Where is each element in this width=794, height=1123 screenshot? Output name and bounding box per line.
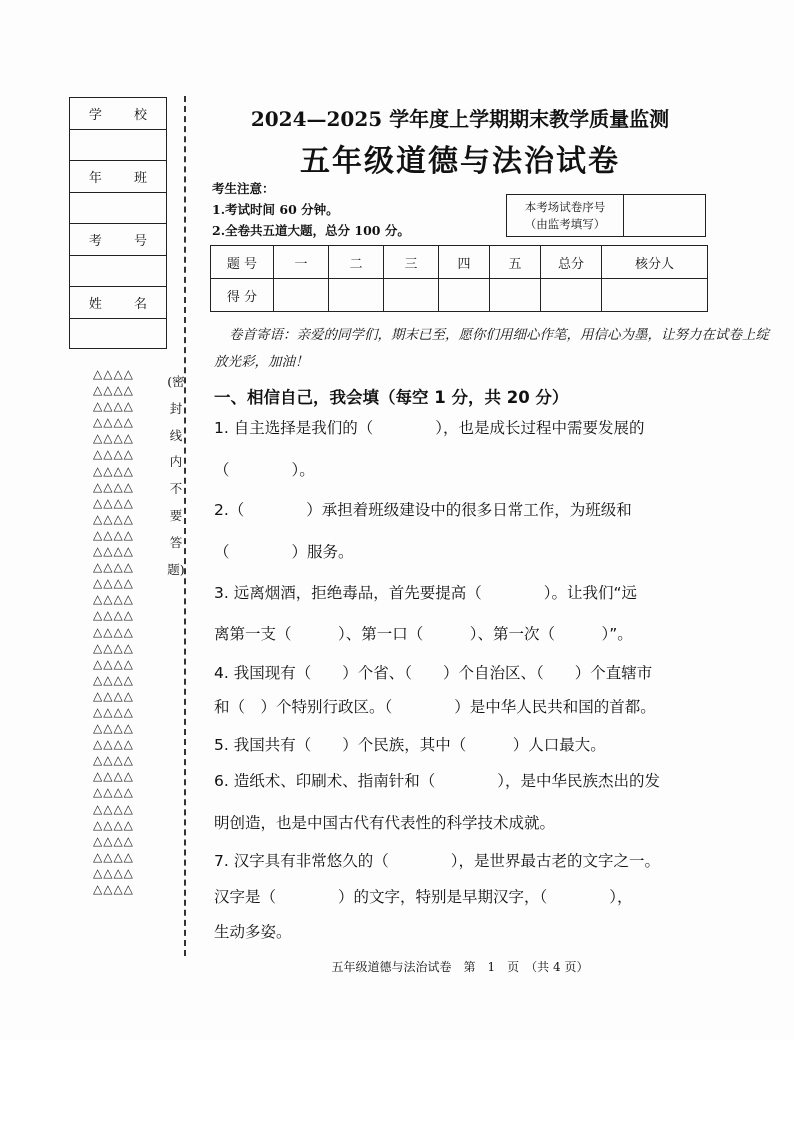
score-cell[interactable] [329,279,384,312]
question-line: 4. 我国现有（ ）个省、（ ）个自治区、（ ）个直辖市 [214,664,653,682]
seal-char: 不 [169,481,183,497]
triangle-row: △△△△ [93,383,134,398]
triangle-row: △△△△ [93,415,134,430]
triangle-row: △△△△ [93,801,134,816]
header-cell: 三 [384,246,439,279]
exam-title: 五年级道德与法治试卷 [300,144,620,179]
seal-char: 要 [169,507,183,523]
triangle-row: △△△△ [93,704,134,719]
triangle-row: △△△△ [93,640,134,655]
triangle-row: △△△△ [93,656,134,671]
seat-label-line2: （由监考填写） [524,217,606,231]
question-line: （ ）服务。 [214,543,354,561]
triangle-row: △△△△ [93,865,134,880]
score-cell[interactable] [541,279,602,312]
student-info-box [69,97,167,349]
header-cell: 二 [329,246,384,279]
triangle-row: △△△△ [93,817,134,832]
notice-heading: 考生注意： [212,181,275,196]
question-line: 3. 远离烟酒，拒绝毒品，首先要提高（ ）。让我们“远 [214,584,637,602]
triangle-row: △△△△ [93,769,134,784]
page-footer: 五年级道德与法治试卷 第 1 页 （共 4 页） [331,960,589,974]
score-table [210,245,708,312]
seal-char: 内 [169,454,183,470]
triangle-row: △△△△ [93,882,134,896]
seat-number-field[interactable] [624,195,705,236]
triangle-row: △△△△ [93,463,134,478]
triangle-row: △△△△ [93,753,134,768]
seal-char: 线 [169,427,183,443]
triangle-row: △△△△ [93,833,134,848]
greeting-text: 卷首寄语：亲爱的同学们，期末已至，愿你们用细心作笔，用信心为墨，让努力在试卷上绽放光彩，加油！ [214,327,769,370]
score-table-row [211,279,708,312]
question-line: 明创造，也是中国古代有代表性的科学技术成就。 [214,814,556,832]
score-cell[interactable] [274,279,329,312]
triangle-row: △△△△ [93,495,134,510]
triangle-row: △△△△ [93,479,134,494]
exam-notice [212,178,410,241]
seal-char: 答 [169,534,183,550]
seal-char: (密 [167,374,185,389]
header-cell: 总分 [541,246,602,279]
notice-item: 2.全卷共五道大题，总分 100 分。 [212,223,410,238]
triangle-row: △△△△ [93,399,134,414]
triangle-row: △△△△ [93,576,134,591]
triangle-row: △△△△ [93,785,134,800]
class-field[interactable] [70,193,166,225]
triangle-row: △△△△ [93,849,134,864]
score-cell[interactable] [490,279,541,312]
exam-subtitle: 2024—2025 学年度上学期期末教学质量监测 [250,107,670,131]
score-cell[interactable] [602,279,708,312]
question-line: 和（ ）个特别行政区。（ ）是中华人民共和国的首都。 [214,698,656,716]
header-cell: 题 号 [211,246,274,279]
section-heading: 一、相信自己，我会填（每空 1 分，共 20 分） [214,388,569,407]
notice-item: 1.考试时间 60 分钟。 [212,202,339,217]
triangle-border-pattern [93,366,165,897]
question-line: 汉字是（ ）的文字，特别是早期汉字，（ ）， [214,888,633,906]
seal-line-notice [167,376,185,590]
header-cell: 一 [274,246,329,279]
seal-dashed-line [184,96,186,956]
question-line: （ ）。 [214,461,315,479]
class-label: 年 班 [70,161,166,193]
seat-number-label [507,195,624,236]
question-line: 7. 汉字具有非常悠久的（ ），是世界最古老的文字之一。 [214,852,660,870]
row-label: 得 分 [211,279,274,312]
score-cell[interactable] [384,279,439,312]
triangle-row: △△△△ [93,624,134,639]
exam-number-field[interactable] [70,256,166,288]
triangle-row: △△△△ [93,447,134,462]
seal-char: 题) [167,561,185,577]
school-field[interactable] [70,130,166,162]
score-table-header [211,246,708,279]
header-cell: 五 [490,246,541,279]
triangle-row: △△△△ [93,511,134,526]
triangle-row: △△△△ [93,688,134,703]
triangle-row: △△△△ [93,431,134,446]
triangle-row: △△△△ [93,560,134,575]
question-line: 6. 造纸术、印刷术、指南针和（ ），是中华民族杰出的发 [214,772,660,790]
seat-label-line1: 本考场试卷序号 [524,200,606,214]
triangle-row: △△△△ [93,721,134,736]
triangle-row: △△△△ [93,608,134,623]
question-line: 离第一支（ ）、第一口（ ）、第一次（ ）”。 [214,625,633,643]
triangle-row: △△△△ [93,544,134,559]
header-cell: 四 [439,246,490,279]
exam-number-label: 考 号 [70,224,166,256]
school-label: 学 校 [70,98,166,130]
question-line: 5. 我国共有（ ）个民族，其中（ ）人口最大。 [214,736,606,754]
score-cell[interactable] [439,279,490,312]
header-cell: 核分人 [602,246,708,279]
seat-number-box [506,194,706,237]
triangle-row: △△△△ [93,592,134,607]
triangle-row: △△△△ [93,672,134,687]
triangle-row: △△△△ [93,737,134,752]
name-field[interactable] [70,319,166,351]
triangle-row: △△△△ [93,527,134,542]
question-line: 1. 自主选择是我们的（ ），也是成长过程中需要发展的 [214,419,645,437]
seal-char: 封 [169,400,183,416]
triangle-row: △△△△ [93,367,134,381]
question-line: 2.（ ）承担着班级建设中的很多日常工作，为班级和 [214,501,632,519]
name-label: 姓 名 [70,287,166,319]
question-line: 生动多姿。 [214,923,292,941]
